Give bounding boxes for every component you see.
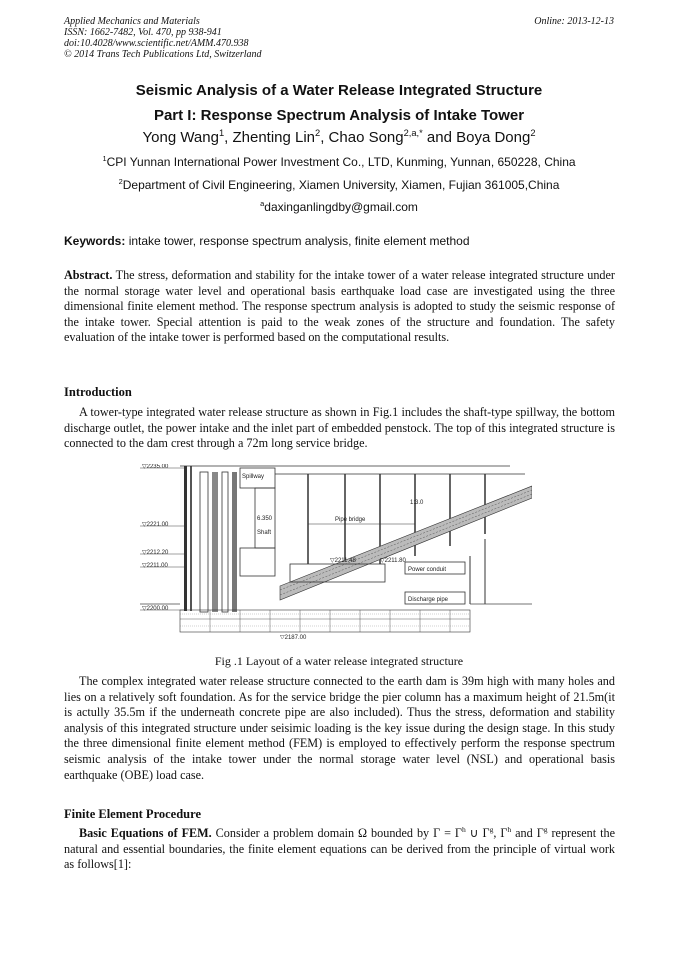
- author-name: Boya Dong: [456, 129, 531, 146]
- keywords-label: Keywords:: [64, 234, 126, 248]
- email-text: daxinganlingdby@gmail.com: [264, 200, 418, 214]
- journal-doi: doi:10.4028/www.scientific.net/AMM.470.938: [64, 38, 249, 49]
- fe-text: ∪ Γ: [465, 826, 490, 840]
- journal-copyright: © 2014 Trans Tech Publications Ltd, Switzerland: [64, 49, 262, 60]
- figure-label: ▽2221.00: [142, 522, 169, 528]
- journal-header: [64, 16, 262, 60]
- paper-subtitle: Part I: Response Spectrum Analysis of Intake Tower: [153, 107, 525, 124]
- section-heading-introduction: Introduction: [64, 385, 132, 399]
- abstract-label: Abstract.: [64, 268, 113, 282]
- author-affiliation-mark: 2,a,*: [403, 128, 423, 138]
- fe-sup: g: [543, 824, 548, 834]
- fe-text: represent the natural and essential boundaries, the finite element equations can be derived from the principle of virtual work as follows[1]:: [64, 826, 615, 872]
- figure-label: Pipe bridge: [335, 517, 366, 523]
- figure-label: ▽2212.20: [142, 550, 169, 556]
- figure-label: 1:3.0: [410, 500, 424, 506]
- affiliation-text: Department of Civil Engineering, Xiamen University, Xiamen, Fujian 361005,China: [122, 178, 560, 192]
- journal-name: Applied Mechanics and Materials: [64, 16, 200, 27]
- fe-sup: g: [489, 824, 494, 834]
- figure-label: ▽2235.00: [142, 464, 169, 470]
- author-name: Zhenting Lin: [232, 129, 316, 146]
- fe-procedure-paragraph: [64, 826, 615, 873]
- email-mark: a: [260, 199, 265, 208]
- keywords-text: intake tower, response spectrum analysis, finite element method: [125, 234, 470, 248]
- figure-caption: Fig .1 Layout of a water release integrated structure: [214, 654, 464, 668]
- introduction-paragraph-2: The complex integrated water release structure connected to the earth dam is 39m high with many holes and lies on a relatively soft foundation. As for the service bridge the pier column has a maximum height of 21.5m(it is actully 35.5m if the underneath concrete pipe are also included). Thus the stress, deformation and stability analysis of this integrated structure under seisimic loading is the key issue during the design stage. In this study the three dimensional finite element method (FEM) is employed to effectively perform the response spectrum seismic analysis of the intake tower under the normal storage water level (NSL) and operational basis earthquake (OBE) load case.: [64, 674, 615, 782]
- figure-label: Spillway: [242, 474, 265, 480]
- fe-text: , Γ: [493, 826, 508, 840]
- figure-label: ▽2211.80: [380, 558, 406, 564]
- affiliation-mark: 2: [118, 177, 123, 186]
- author-affiliation-mark: 1: [218, 128, 225, 138]
- fe-text: and Γ: [511, 826, 544, 840]
- figure-label: Discharge pipe: [408, 597, 449, 603]
- author-name: Yong Wang: [142, 129, 219, 146]
- figure-label: Power conduit: [408, 567, 447, 573]
- affiliation-2: [0, 178, 678, 192]
- figure-label: 6.350: [257, 516, 273, 522]
- figure-label: Shaft: [257, 530, 272, 536]
- author-separator: ,: [224, 129, 233, 146]
- online-date: Online: 2013-12-13: [534, 16, 614, 27]
- affiliation-mark: 1: [102, 154, 107, 163]
- affiliation-1: [0, 155, 678, 169]
- subsection-heading: Basic Equations of FEM.: [79, 826, 212, 840]
- author-separator: ,: [320, 129, 329, 146]
- fe-sup: h: [461, 824, 466, 834]
- section-heading-fe-procedure: Finite Element Procedure: [64, 807, 202, 821]
- author-affiliation-mark: 2: [530, 128, 536, 138]
- figure-label: ▽2211.48: [330, 558, 356, 564]
- structure-layout-figure: [140, 464, 532, 639]
- abstract: [64, 268, 615, 346]
- figure-label: ▽2200.00: [142, 606, 169, 612]
- author-name: Chao Song: [328, 129, 404, 146]
- author-separator: and: [422, 129, 457, 146]
- keywords: [64, 234, 470, 248]
- corresponding-email: [0, 200, 678, 214]
- fe-text: Consider a problem domain Ω bounded by Γ = Γ: [211, 826, 462, 840]
- author-list: [0, 129, 678, 146]
- introduction-paragraph-1: A tower-type integrated water release structure as shown in Fig.1 includes the shaft-type spillway, the bottom discharge outlet, the power intake and the inlet part of embedded penstock. The top of this integrated structure is connected to the dam crest through a 72m long service bridge.: [64, 405, 615, 451]
- fe-sup: h: [507, 824, 512, 834]
- figure-label: ▽2211.00: [142, 563, 168, 569]
- figure-label: ▽2187.00: [280, 635, 307, 639]
- paper-title: Seismic Analysis of a Water Release Integrated Structure: [135, 82, 543, 99]
- abstract-text: The stress, deformation and stability for the intake tower of a water release integrated structure under the normal storage water level and operational basis earthquake load case are investigated using the three dimensional finite element method. The response spectrum analysis is adopted to study the seismic response of the intake tower. Special attention is paid to the weak zones of the structure and foundation. The safety evaluation of the intake tower is performed based on the computational results.: [64, 268, 615, 345]
- affiliation-text: CPI Yunnan International Power Investment Co., LTD, Kunming, Yunnan, 650228, China: [106, 155, 576, 169]
- author-affiliation-mark: 2: [315, 128, 321, 138]
- journal-issn: ISSN: 1662-7482, Vol. 470, pp 938-941: [64, 27, 222, 38]
